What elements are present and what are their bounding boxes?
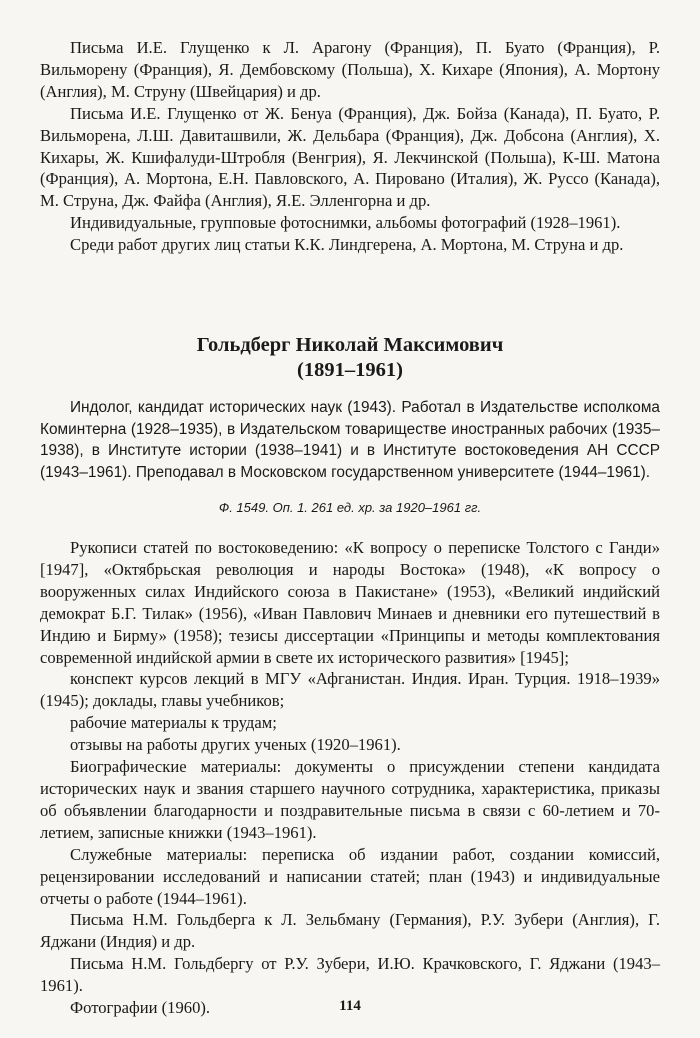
paragraph-other-works: Среди работ других лиц статьи К.К. Линдгерена, А. Мортона, М. Струна и др. (70, 235, 624, 255)
paragraph-photographs: Фотографии (1960). (70, 998, 211, 1018)
person-heading (40, 333, 660, 383)
paragraph-photos: Индивидуальные, групповые фотоснимки, альбомы фотографий (1928–1961). (70, 213, 621, 233)
biography (40, 397, 660, 483)
paragraph-letters-from: Письма И.Е. Глущенко от Ж. Бенуа (Франция), Дж. Бойза (Канада), П. Буато, Р. Вильморена, Л.Ш. Давиташвили, Ж. Дельбара (Франция), Дж. Добсона (Англия), Х. Кихары, Ж. Кшифалуди-Штробля (Венгрия), Я. Лекчинской (Польша), К-Ш. Матона (Франция), А. Мортона, Е.Н. Павловского, А. Пировано (Италия), Ж. Руссо (Канада), М. Струна, Дж. Файфа (Англия), Я.Е. Элленгорна и др. (40, 103, 660, 211)
top-section (40, 37, 660, 256)
paragraph-biographical: Биографические материалы: документы о присуждении степени кандидата исторических наук и звания старшего научного сотрудника, характеристика, приказы об объявлении благодарности и поздравительные письма в связи с 60-летием и 70-летием, записные книжки (1943–1961). (40, 757, 660, 842)
biography-text: Индолог, кандидат исторических наук (1943). Работал в Издательстве исполкома Коминтерна (1928–1935), в Издательском товариществе иностранных рабочих (1935–1938), в Институте истории (1938–1941) и в Институте востоковедения АН СССР (1943–1961). Преподавал в Московском государственном университете (1944–1961). (40, 399, 660, 481)
fund-contents (40, 537, 660, 1019)
paragraph-working-materials: рабочие материалы к трудам; (70, 713, 277, 733)
paragraph-service: Служебные материалы: переписка об издании работ, создании комиссий, рецензировании исследований и написании статей; план (1943) и индивидуальные отчеты о работе (1944–1961). (40, 844, 660, 908)
paragraph-reviews: отзывы на работы других ученых (1920–1961). (70, 735, 401, 755)
paragraph-letters-to-goldberg: Письма Н.М. Гольдбергу от Р.У. Зубери, И.Ю. Крачковского, Г. Яджани (1943–1961). (40, 954, 660, 996)
paragraph-letters-by-goldberg: Письма Н.М. Гольдберга к Л. Зельбману (Германия), Р.У. Зубери (Англия), Г. Яджани (Индия) и др. (40, 910, 660, 952)
paragraph-letters-to: Письма И.Е. Глущенко к Л. Арагону (Франция), П. Буато (Франция), Р. Вильморену (Франция), Я. Дембовскому (Польша), Х. Кихаре (Япония), А. Мортону (Англия), М. Струну (Швейцария) и др. (40, 38, 660, 101)
paragraph-lectures: конспект курсов лекций в МГУ «Афганистан. Индия. Иран. Турция. 1918–1939» (1945); доклады, главы учебников; (40, 669, 660, 711)
archive-reference: Ф. 1549. Оп. 1. 261 ед. хр. за 1920–1961 гг. (218, 500, 482, 515)
paragraph-manuscripts: Рукописи статей по востоковедению: «К вопросу о переписке Толстого с Ганди» [1947], «Октябрьская революция и народы Востока» (1948), «К вопросу о вооруженных силах Индийского союза в Пакистане» (1953), «Великий индийский демократ Б.Г. Тилак» (1956), «Иван Павлович Минаев и дневники его путешествий в Индию и Бирму» (1958); тезисы диссертации «Принципы и методы комплектования современной индийской армии в свете их исторического развития» [1945]; (40, 538, 660, 667)
page-number: 114 (339, 998, 361, 1014)
person-years: (1891–1961) (297, 359, 403, 381)
person-name: Гольдберг Николай Максимович (196, 334, 504, 356)
